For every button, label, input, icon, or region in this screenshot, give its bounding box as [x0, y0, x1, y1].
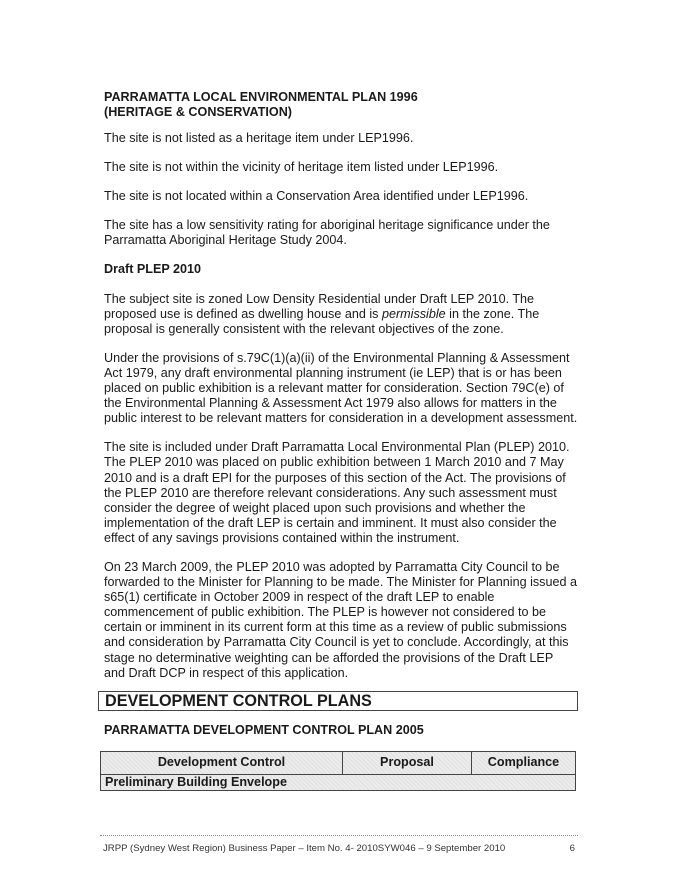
line: forwarded to the Minister for Planning to be made. The Minister for Planning issued a — [104, 575, 577, 590]
footer-divider — [100, 835, 578, 836]
line: the PLEP 2010 are therefore relevant considerations. Any such assessment must — [104, 485, 557, 500]
col-header-compliance: Compliance — [472, 752, 576, 775]
line: effect of any savings provisions contained within the instrument. — [104, 530, 460, 545]
line: consider the degree of weight placed upon such provisions and whether the — [104, 500, 526, 515]
paragraph — [104, 560, 584, 681]
line: implementation of the draft LEP is certain and imminent. It must also consider the — [104, 515, 557, 530]
heading-draft-plep: Draft PLEP 2010 — [104, 262, 202, 277]
line: The PLEP 2010 was placed on public exhibition between 1 March 2010 and 7 May — [104, 455, 564, 470]
line: proposal is generally consistent with the relevant objectives of the zone. — [104, 321, 504, 336]
line: and Draft DCP in respect of this application. — [104, 665, 349, 680]
line: Under the provisions of s.79C(1)(a)(ii) of the Environmental Planning & Assessment — [104, 350, 570, 365]
line: certain or imminent in its current form at this time as a review of public submissions — [104, 620, 567, 635]
line: and consideration by Parramatta City Council is yet to conclude. Accordingly, at this — [104, 635, 569, 650]
table-cell-section: Preliminary Building Envelope — [101, 775, 576, 791]
col-header-development-control: Development Control — [101, 752, 343, 775]
line: s65(1) certificate in October 2009 in respect of the draft LEP to enable — [104, 590, 495, 605]
line: stage no determinative weighting can be afforded the provisions of the Draft LEP — [104, 650, 554, 665]
line: Parramatta Aboriginal Heritage Study 2004. — [104, 233, 347, 248]
line: the Environmental Planning & Assessment Act 1979 also allows for matters in the — [104, 396, 557, 411]
col-header-proposal: Proposal — [343, 752, 472, 775]
paragraph: The site is not located within a Conservation Area identified under LEP1996. — [104, 189, 529, 204]
paragraph: The site is not listed as a heritage item under LEP1996. — [104, 131, 414, 145]
line: The site is included under Draft Parramatta Local Environmental Plan (PLEP) 2010. — [104, 440, 570, 455]
line: public interest to be relevant matters for consideration in a development assessment. — [104, 411, 578, 426]
heading-line-1: PARRAMATTA LOCAL ENVIRONMENTAL PLAN 1996 — [104, 90, 418, 104]
paragraph — [104, 292, 584, 337]
paragraph: The site is not within the vicinity of heritage item listed under LEP1996. — [104, 160, 499, 175]
line: The site has a low sensitivity rating for aboriginal heritage significance under the — [104, 218, 550, 233]
line: placed on public exhibition is a relevant matter for consideration. Section 79C(e) of — [104, 381, 564, 396]
line: The subject site is zoned Low Density Residential under Draft LEP 2010. The — [104, 291, 535, 306]
compliance-table — [100, 751, 576, 791]
footer-text: JRPP (Sydney West Region) Business Paper – Item No. 4- 2010SYW046 – 9 September 2010 — [103, 843, 506, 854]
table-header-row — [101, 752, 576, 775]
line: 2010 and is a draft EPI for the purposes of this section of the Act. The provisions of — [104, 470, 566, 485]
line-part: in the zone. The — [445, 306, 540, 321]
line: Act 1979, any draft environmental planning instrument (ie LEP) that is or has been — [104, 365, 562, 380]
document-body — [104, 90, 584, 681]
paragraph — [104, 218, 584, 248]
line: commencement of public exhibition. The PLEP is however not considered to be — [104, 605, 546, 620]
section-heading-dcp: DEVELOPMENT CONTROL PLANS — [98, 691, 578, 711]
line-part: proposed use is defined as dwelling house and is — [104, 306, 382, 321]
paragraph — [104, 440, 584, 546]
heading-line-2: (HERITAGE & CONSERVATION) — [104, 104, 292, 119]
emphasis-permissible: permissible — [381, 306, 446, 321]
page-number: 6 — [569, 843, 575, 854]
heading-lep1996 — [104, 90, 584, 119]
line: On 23 March 2009, the PLEP 2010 was adopted by Parramatta City Council to be — [104, 559, 560, 574]
page-footer — [103, 841, 575, 856]
table-row — [101, 775, 576, 791]
paragraph — [104, 351, 584, 426]
subheading-dcp-2005: PARRAMATTA DEVELOPMENT CONTROL PLAN 2005 — [104, 723, 424, 737]
